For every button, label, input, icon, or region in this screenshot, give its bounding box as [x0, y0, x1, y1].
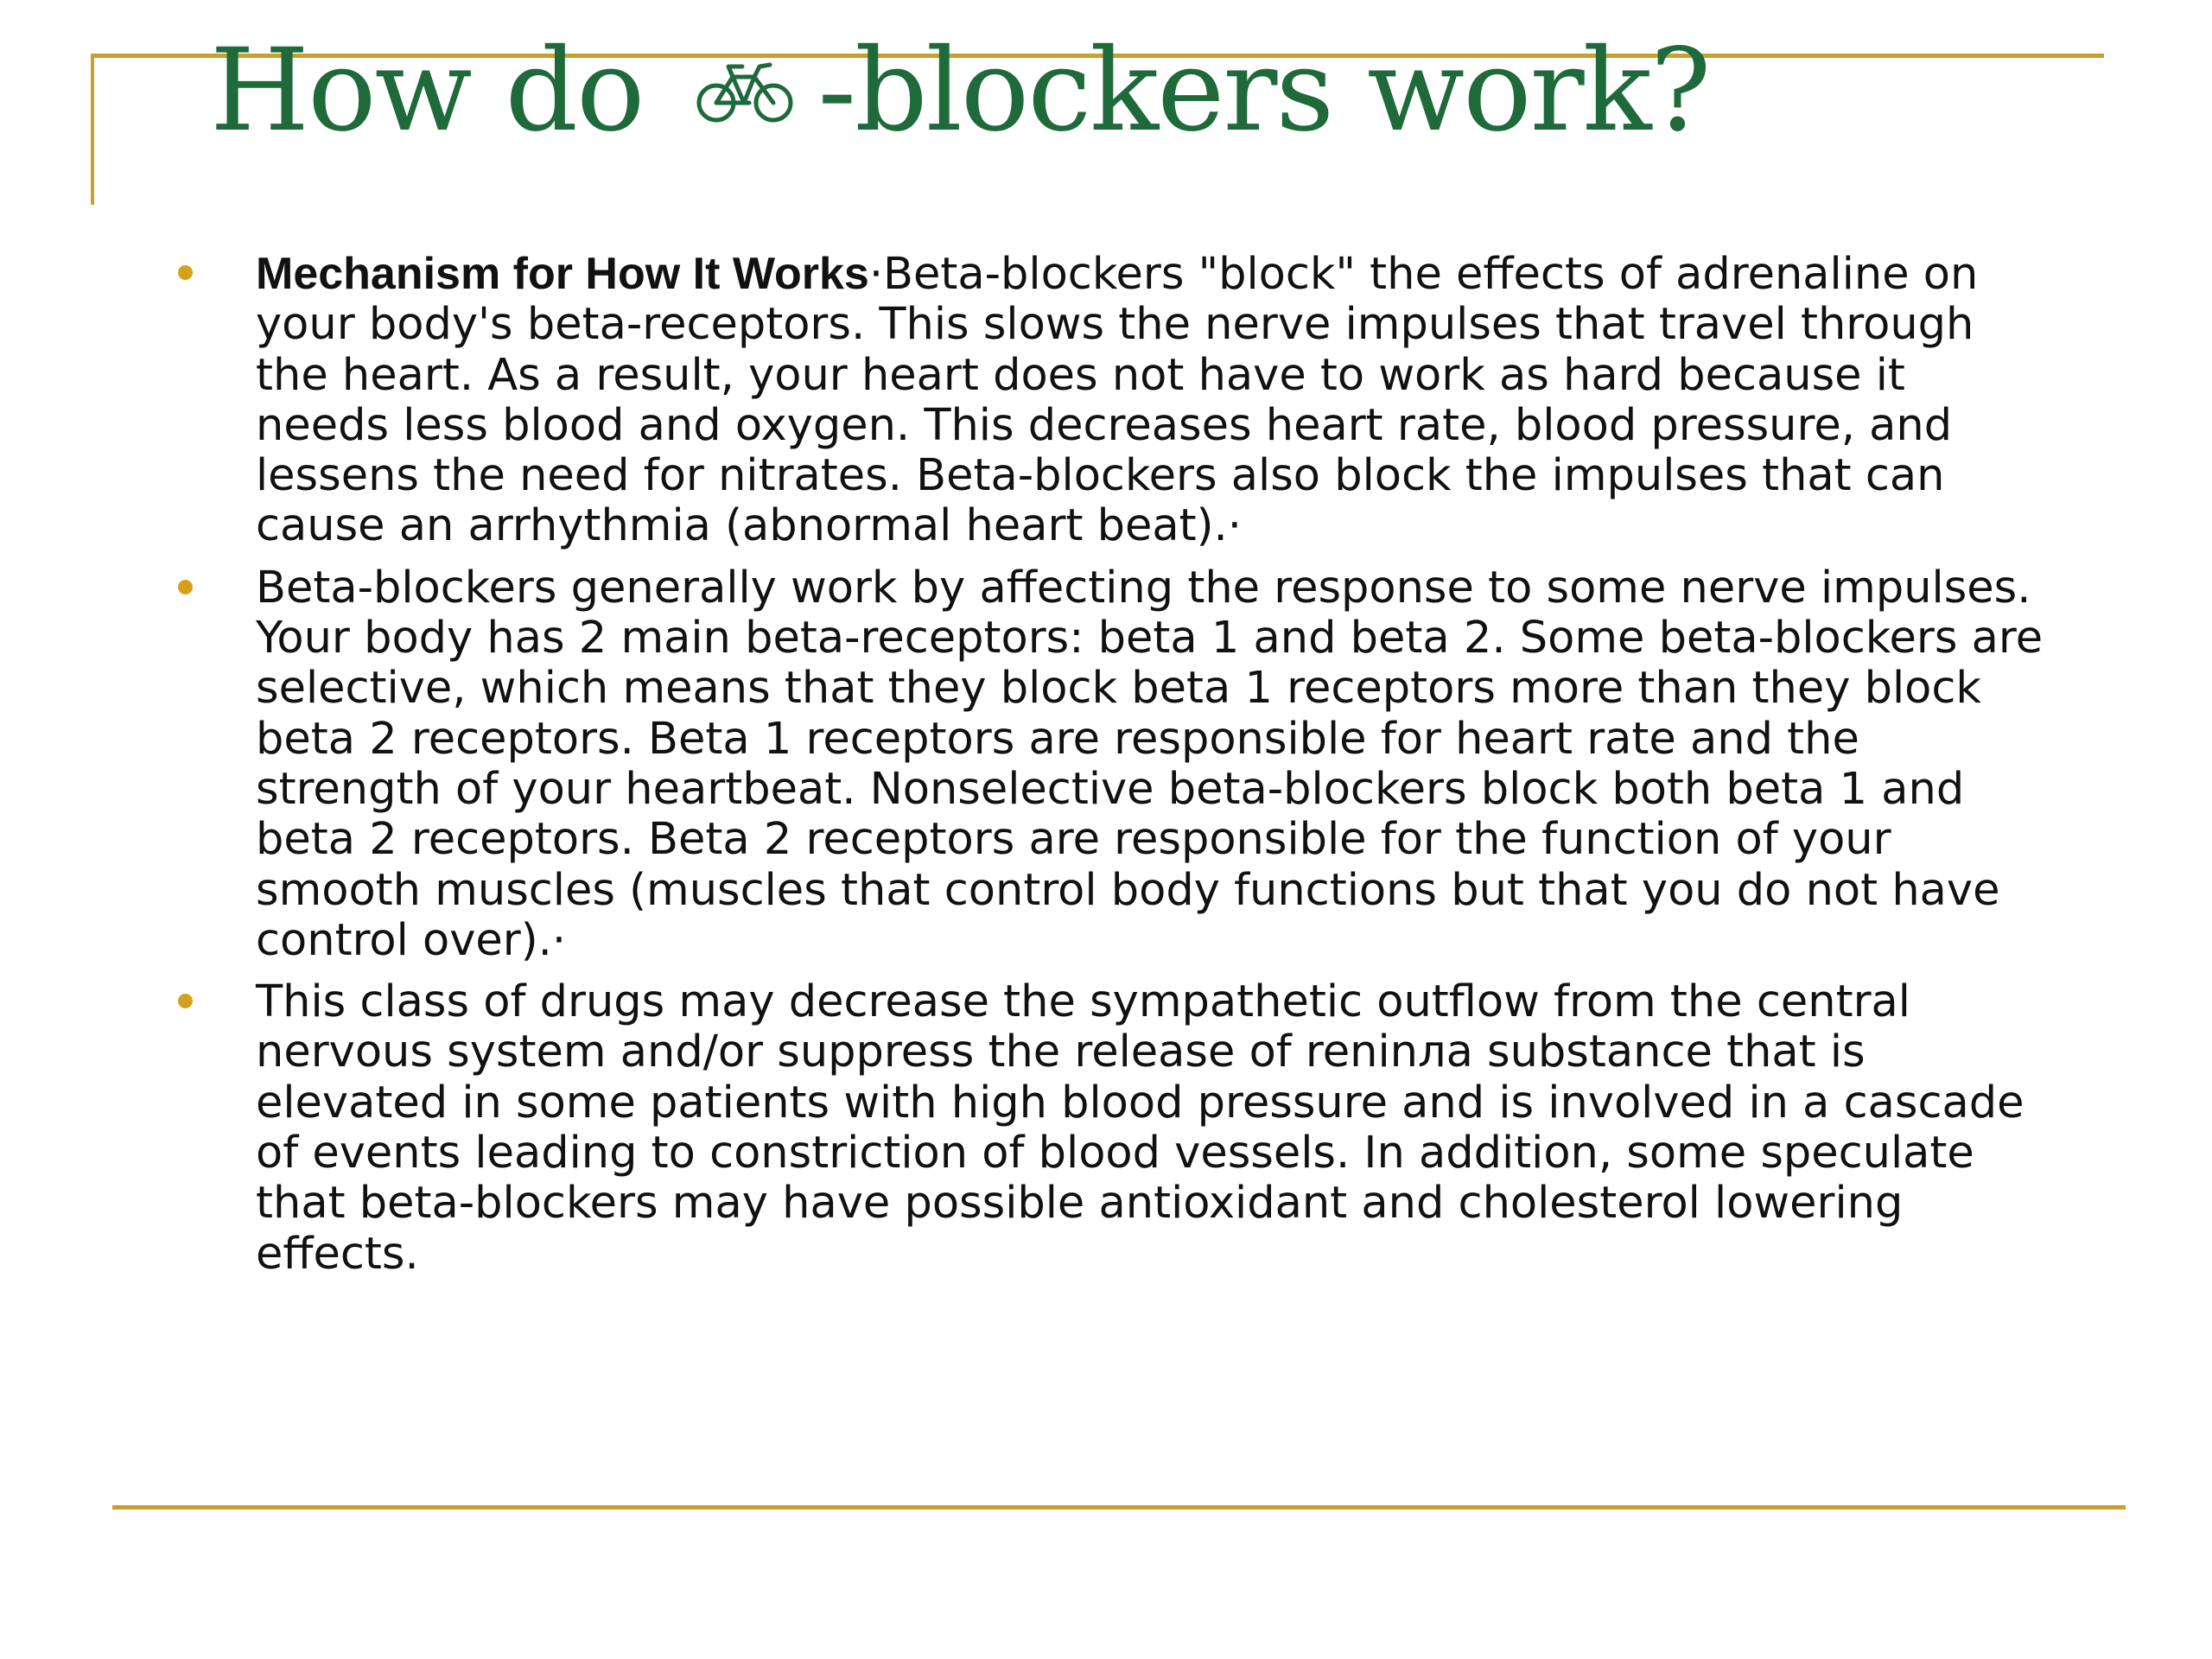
bullet-1-text: ·Beta-blockers "block" the effects of adrenaline on your body's beta-receptors. This slows the nerve impulses that travel through the heart. As a result, your heart does not have to work as hard because it needs less blood and oxygen. This decreases heart rate, blood pressure, and lessens the need for nitrates. Beta-blockers also block the impulses that can cause an arrhythmia (abnormal heart beat).· — [256, 249, 1979, 552]
frame-left-rule — [91, 54, 94, 205]
bicycle-icon — [694, 48, 796, 134]
title-text-end: -blockers work? — [817, 24, 1710, 157]
bullet-2-text: Beta-blockers generally work by affecting the response to some nerve impulses. Your body has 2 main beta-receptors: beta 1 and beta 2. Some beta-blockers are selective, which means that they block beta 1 receptors more than they block beta 2 receptors. Beta 1 receptors are responsible for heart rate and the strength of your heartbeat. Nonselective beta-blockers block both beta 1 and beta 2 receptors. Beta 2 receptors are responsible for the function of your smooth muscles (muscles that control body functions but that you do not have control over).· — [256, 562, 2044, 966]
bullet-3-text: This class of drugs may decrease the sympathetic outflow from the central nervous system and/or suppress the release of reninᴫa substance that is elevated in some patients with high blood pressure and is involved in a cascade of events leading to constriction of blood vessels. In addition, some speculate that beta-blockers may have possible antioxidant and cholesterol lowering effects. — [256, 976, 2024, 1280]
bullet-dot-icon — [178, 994, 193, 1008]
bottom-rule — [112, 1505, 2126, 1510]
bullet-item-1 — [173, 249, 2052, 552]
title-text-start: How do — [210, 24, 644, 157]
bullet-item-2 — [173, 563, 2052, 966]
bullet-dot-icon — [178, 580, 193, 594]
bullet-list — [173, 249, 2052, 1291]
slide-title — [210, 26, 1709, 156]
bullet-item-3 — [173, 977, 2052, 1280]
bullet-dot-icon — [178, 265, 193, 280]
bullet-1-lead: Mechanism for How It Works — [256, 249, 869, 299]
